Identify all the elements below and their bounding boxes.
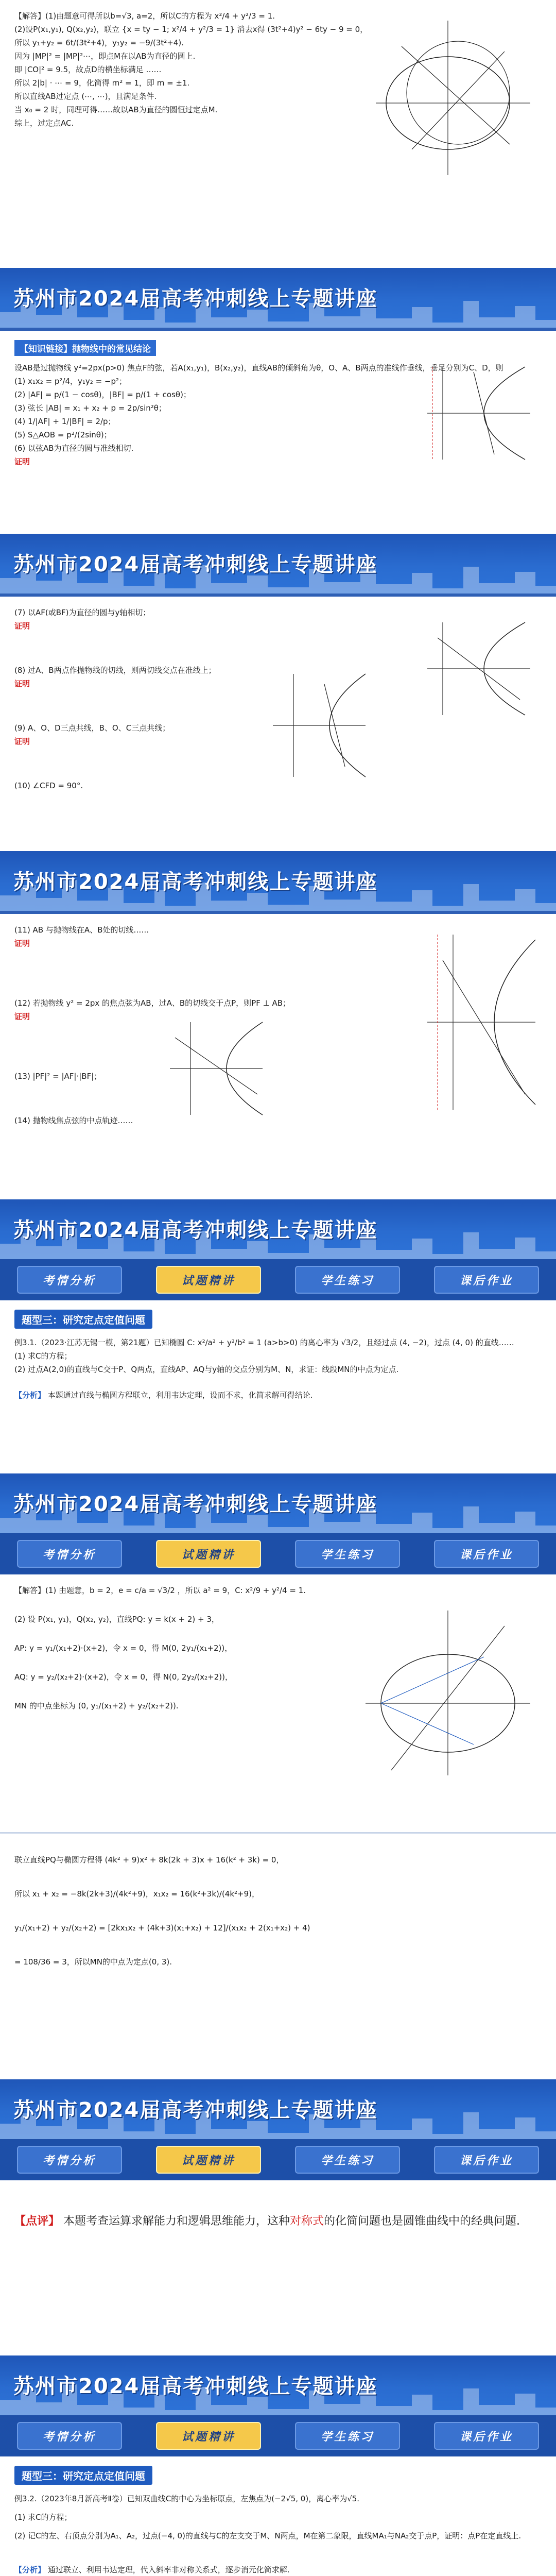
- tab-exam-analysis[interactable]: 考情分析: [17, 1540, 122, 1568]
- comment-text: 本题考查运算求解能力和逻辑思维能力，这种: [63, 2215, 290, 2228]
- analysis-block: [14, 1388, 542, 1402]
- comment-block: [14, 2211, 542, 2232]
- solution-line: AP: y = y₁/(x₁+2)·(x+2)，令 x = 0，得 M(0, 2y₁/(x₁+2))，: [14, 1643, 233, 1653]
- analysis-text: 本题通过直线与椭圆方程联立，利用韦达定理，设而不求，化简求解可得结论.: [47, 1391, 313, 1400]
- conclusion-item: (7) 以AF(或BF)为直径的圆与y轴相切；: [14, 608, 151, 617]
- conclusion-item: (3) 弦长 |AB| = x₁ + x₂ + p = 2p/sin²θ；: [14, 403, 166, 413]
- tab-homework[interactable]: 课后作业: [434, 1266, 539, 1294]
- conclusion-item: (6) 以弦AB为直径的圆与准线相切.: [14, 444, 134, 453]
- analysis-text: 通过联立、利用韦达定理，代入斜率非对称关系式，逐步消元化简求解.: [47, 2565, 290, 2574]
- solution-line: 所以 y₁+y₂ = 6t/(3t²+4)，y₁y₂ = −9/(3t²+4).: [14, 38, 184, 47]
- analysis-block: [14, 2563, 542, 2576]
- conclusion-item: (5) S△AOB = p²/(2sinθ)；: [14, 430, 112, 439]
- section-tabs: [0, 2415, 556, 2456]
- topic-title: 题型三：研究定点定值问题: [14, 2466, 152, 2485]
- proof-label: 证明: [14, 1012, 30, 1021]
- solution-line: 联立直线PQ与椭圆方程得 (4k² + 9)x² + 8k(2k + 3)x + 16(k² + 3k) = 0，: [14, 1855, 284, 1865]
- tab-homework[interactable]: 课后作业: [434, 2422, 539, 2450]
- tab-question-explanation[interactable]: 试题精讲: [156, 1540, 261, 1568]
- question-part: (2) 过点A(2,0)的直线与C交于P、Q两点，直线AP、AQ与y轴的交点分别为M、N，求证：线段MN的中点为定点.: [14, 1365, 399, 1374]
- solution-line: 【解答】(1) 由题意，b = 2，e = c/a = √3/2 ，所以 a² = 9，C: x²/9 + y²/4 = 1.: [14, 1586, 306, 1595]
- banner-title: 苏州市2024届高考冲刺线上专题讲座: [13, 553, 378, 577]
- solution-line: 因为 |MP|² = |MP|²⋯，即点M在以AB为直径的圆上.: [14, 52, 196, 61]
- tab-exam-analysis[interactable]: 考情分析: [17, 1266, 122, 1294]
- proof-label: 证明: [14, 621, 30, 631]
- banner-title: 苏州市2024届高考冲刺线上专题讲座: [13, 2375, 378, 2398]
- conclusion-item: (14) 抛物线焦点弦的中点轨迹……: [14, 1116, 133, 1125]
- question-part: (2) 记C的左、右顶点分别为A₁、A₂，过点(−4, 0)的直线与C的左支交于M、N两点，M在第二象限，直线MA₁与NA₂交于点P，证明：点P在定直线上.: [14, 2531, 522, 2540]
- brand-banner: [0, 851, 556, 911]
- brand-banner: [0, 2079, 556, 2139]
- topic-title: 题型三：研究定点定值问题: [14, 1310, 152, 1329]
- solution-line: 当 x₀ = 2 时，同理可得……故以AB为直径的圆恒过定点M.: [14, 105, 218, 114]
- parabola-tangent-diagram: [268, 669, 371, 782]
- proof-label: 证明: [14, 939, 30, 948]
- tab-student-practice[interactable]: 学生练习: [295, 2146, 400, 2174]
- banner-title: 苏州市2024届高考冲刺线上专题讲座: [13, 1493, 378, 1516]
- tab-homework[interactable]: 课后作业: [434, 1540, 539, 1568]
- slide-conclusions-3: [0, 911, 556, 1199]
- tab-student-practice[interactable]: 学生练习: [295, 2422, 400, 2450]
- brand-banner: [0, 1199, 556, 1259]
- analysis-label: 【分析】: [14, 2565, 46, 2574]
- section-tabs: [0, 1533, 556, 1574]
- slide-solution-1: [0, 0, 556, 268]
- slide-example-3-1: [0, 1300, 556, 1473]
- conclusion-item: (12) 若抛物线 y² = 2px 的焦点弦为AB，过A、B的切线交于点P，则PF ⊥ AB；: [14, 998, 291, 1008]
- ellipse-secant-diagram: [360, 1605, 535, 1781]
- banner-title: 苏州市2024届高考冲刺线上专题讲座: [13, 1218, 378, 1242]
- slide-conclusions-2: [0, 594, 556, 851]
- comment-text: 的化简问题也是圆锥曲线中的经典问题.: [324, 2215, 520, 2228]
- conclusion-item: (8) 过A、B两点作抛物线的切线，则两切线交点在准线上；: [14, 666, 216, 675]
- brand-banner: [0, 534, 556, 594]
- solution-line: 所以 2|b| · ⋯ = 9，化简得 m² = 1，即 m = ±1.: [14, 78, 190, 88]
- parabola-tangent-lines-diagram: [165, 1017, 268, 1120]
- solution-line: 即 |CO|² = 9.5，故点D的横坐标满足 ……: [14, 65, 162, 74]
- section-tabs: [0, 2139, 556, 2180]
- parabola-focal-diagram: [422, 929, 541, 1115]
- comment-highlight: 对称式: [290, 2215, 324, 2228]
- conclusion-item: (13) |PF|² = |AF|·|BF|；: [14, 1072, 102, 1081]
- tab-homework[interactable]: 课后作业: [434, 2146, 539, 2174]
- ellipse-circle-diagram: [371, 15, 535, 180]
- tab-exam-analysis[interactable]: 考情分析: [17, 2422, 122, 2450]
- parabola-chord-diagram: [422, 617, 535, 720]
- solution-line: 所以直线AB过定点 (⋯, ⋯)，且满足条件.: [14, 92, 157, 101]
- brand-banner: [0, 2355, 556, 2415]
- question-part: (1) 求C的方程；: [14, 1351, 72, 1361]
- comment-label: 【点评】: [14, 2215, 60, 2228]
- proof-label: 证明: [14, 679, 30, 688]
- conclusion-item: (2) |AF| = p/(1 − cosθ)，|BF| = p/(1 + cosθ)；: [14, 390, 191, 399]
- solution-line: 所以 x₁ + x₂ = −8k(2k+3)/(4k²+9)，x₁x₂ = 16(k²+3k)/(4k²+9)，: [14, 1889, 260, 1899]
- tab-student-practice[interactable]: 学生练习: [295, 1266, 400, 1294]
- conclusion-item: (1) x₁x₂ = p²/4，y₁y₂ = −p²；: [14, 377, 127, 386]
- solution-line: 【解答】(1)由题意可得所以b=√3, a=2，所以C的方程为 x²/4 + y²/3 = 1.: [14, 11, 275, 21]
- proof-label: 证明: [14, 737, 30, 746]
- tab-question-explanation[interactable]: 试题精讲: [156, 1266, 261, 1294]
- proof-label: 证明: [14, 457, 30, 466]
- solution-line: = 108/36 = 3，所以MN的中点为定点(0, 3).: [14, 1957, 172, 1967]
- conclusion-item: (10) ∠CFD = 90°.: [14, 781, 83, 790]
- knowledge-heading: 【知识链接】抛物线中的常见结论: [14, 340, 156, 356]
- slide-comment: [0, 2180, 556, 2355]
- tab-question-explanation[interactable]: 试题精讲: [156, 2422, 261, 2450]
- slide-solution-3-1-continued: [0, 1832, 556, 2079]
- tab-exam-analysis[interactable]: 考情分析: [17, 2146, 122, 2174]
- intro-text: 设AB是过抛物线 y²=2px(p>0) 焦点F的弦，若A(x₁,y₁)，B(x₂,y₂)，直线AB的倾斜角为θ，O、A、B两点的准线作垂线，垂足分别为C、D，则: [14, 363, 503, 372]
- solution-line: AQ: y = y₂/(x₂+2)·(x+2)，令 x = 0，得 N(0, 2y₂/(x₂+2))，: [14, 1672, 233, 1682]
- banner-title: 苏州市2024届高考冲刺线上专题讲座: [13, 287, 378, 311]
- solution-line: (2) 设 P(x₁, y₁)，Q(x₂, y₂)，直线PQ: y = k(x + 2) + 3，: [14, 1615, 219, 1624]
- banner-title: 苏州市2024届高考冲刺线上专题讲座: [13, 2098, 378, 2122]
- brand-banner: [0, 268, 556, 328]
- example-statement: 例3.1.（2023·江苏无锡一模，第21题）已知椭圆 C: x²/a² + y²/b² = 1 (a>b>0) 的离心率为 √3/2，且经过点 (4, −2)，过点 (4, 0) 的直线……: [14, 1338, 514, 1347]
- conclusion-item: (9) A、O、D三点共线，B、O、C三点共线；: [14, 723, 170, 733]
- slide-knowledge-link: [0, 328, 556, 534]
- analysis-label: 【分析】: [14, 1391, 46, 1400]
- banner-title: 苏州市2024届高考冲刺线上专题讲座: [13, 870, 378, 894]
- brand-banner: [0, 1473, 556, 1533]
- solution-line: 综上，过定点AC.: [14, 118, 74, 128]
- conclusion-item: (4) 1/|AF| + 1/|BF| = 2/p；: [14, 417, 116, 426]
- question-part: (1) 求C的方程；: [14, 2513, 72, 2522]
- tab-question-explanation[interactable]: 试题精讲: [156, 2146, 261, 2174]
- slide-solution-3-1: [0, 1574, 556, 1832]
- example-statement: 例3.2.（2023年8月新高考Ⅱ卷）已知双曲线C的中心为坐标原点，左焦点为(−2√5, 0)，离心率为√5.: [14, 2494, 360, 2503]
- tab-student-practice[interactable]: 学生练习: [295, 1540, 400, 1568]
- solution-line: (2)设P(x₁,y₁), Q(x₂,y₂)，联立 {x = ty − 1; x²/4 + y²/3 = 1} 消去x得 (3t²+4)y² − 6ty − 9 = 0，: [14, 25, 368, 34]
- solution-line: y₁/(x₁+2) + y₂/(x₂+2) = [2kx₁x₂ + (4k+3)(x₁+x₂) + 12]/(x₁x₂ + 2(x₁+x₂) + 4): [14, 1923, 310, 1933]
- conclusion-item: (11) AB 与抛物线在A、B处的切线……: [14, 925, 149, 935]
- section-tabs: [0, 1259, 556, 1300]
- parabola-diagram: [422, 362, 535, 465]
- slide-example-3-2: [0, 2456, 556, 2576]
- solution-line: MN 的中点坐标为 (0, y₁/(x₁+2) + y₂/(x₂+2)).: [14, 1701, 179, 1710]
